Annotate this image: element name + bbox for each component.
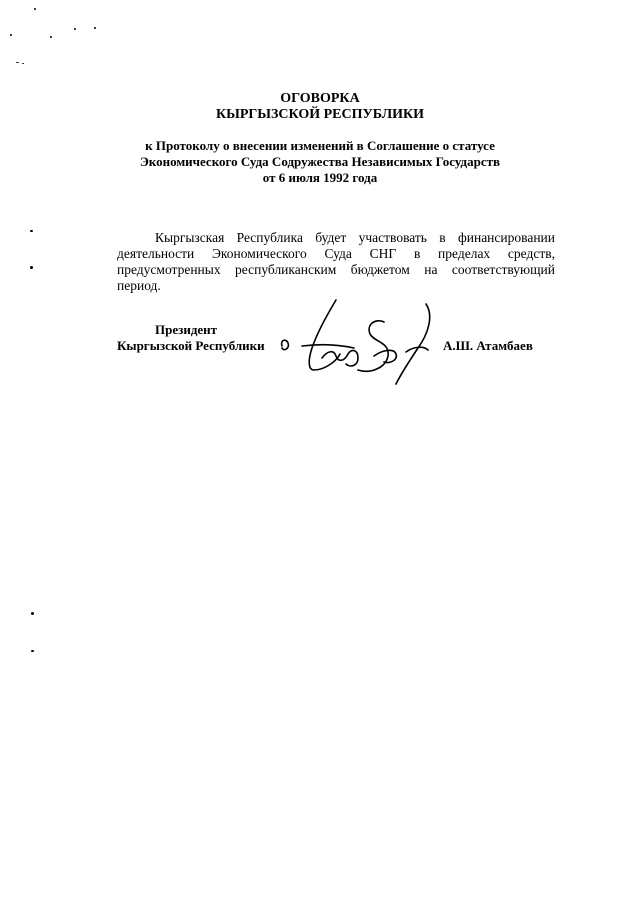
scan-speck [10, 34, 12, 36]
body-line: период. [117, 278, 161, 293]
scan-speck [94, 27, 96, 29]
scan-speck [50, 36, 52, 38]
scan-speck [16, 62, 19, 63]
document-subtitle-line-1: к Протоколу о внесении изменений в Соглашение о статусе [145, 138, 495, 153]
document-title-line-2: КЫРГЫЗСКОЙ РЕСПУБЛИКИ [215, 107, 425, 122]
body-line: Кыргызская Республика будет участвовать в финансировании [155, 230, 555, 245]
body-line: предусмотренных республиканским бюджетом на соответствующий [117, 262, 555, 277]
document-title-line-1: ОГОВОРКА [280, 91, 360, 106]
scan-speck [31, 612, 34, 615]
body-paragraph [117, 230, 555, 294]
scan-speck [31, 650, 34, 652]
scan-speck [30, 230, 33, 232]
document-subtitle-line-3: от 6 июля 1992 года [262, 170, 378, 185]
document-subtitle-line-2: Экономического Суда Содружества Независимых Государств [139, 154, 501, 169]
body-line: деятельности Экономического Суда СНГ в пределах средств, [117, 246, 555, 261]
signer-position-line-1: Президент [155, 322, 218, 337]
handwritten-signature-icon [278, 296, 438, 388]
scan-speck [22, 63, 24, 64]
scan-speck [30, 266, 33, 269]
scan-speck [34, 8, 36, 10]
scan-speck [74, 28, 76, 30]
signer-position-line-2: Кыргызской Республики [117, 338, 265, 353]
signer-name: А.Ш. Атамбаев [443, 338, 533, 353]
